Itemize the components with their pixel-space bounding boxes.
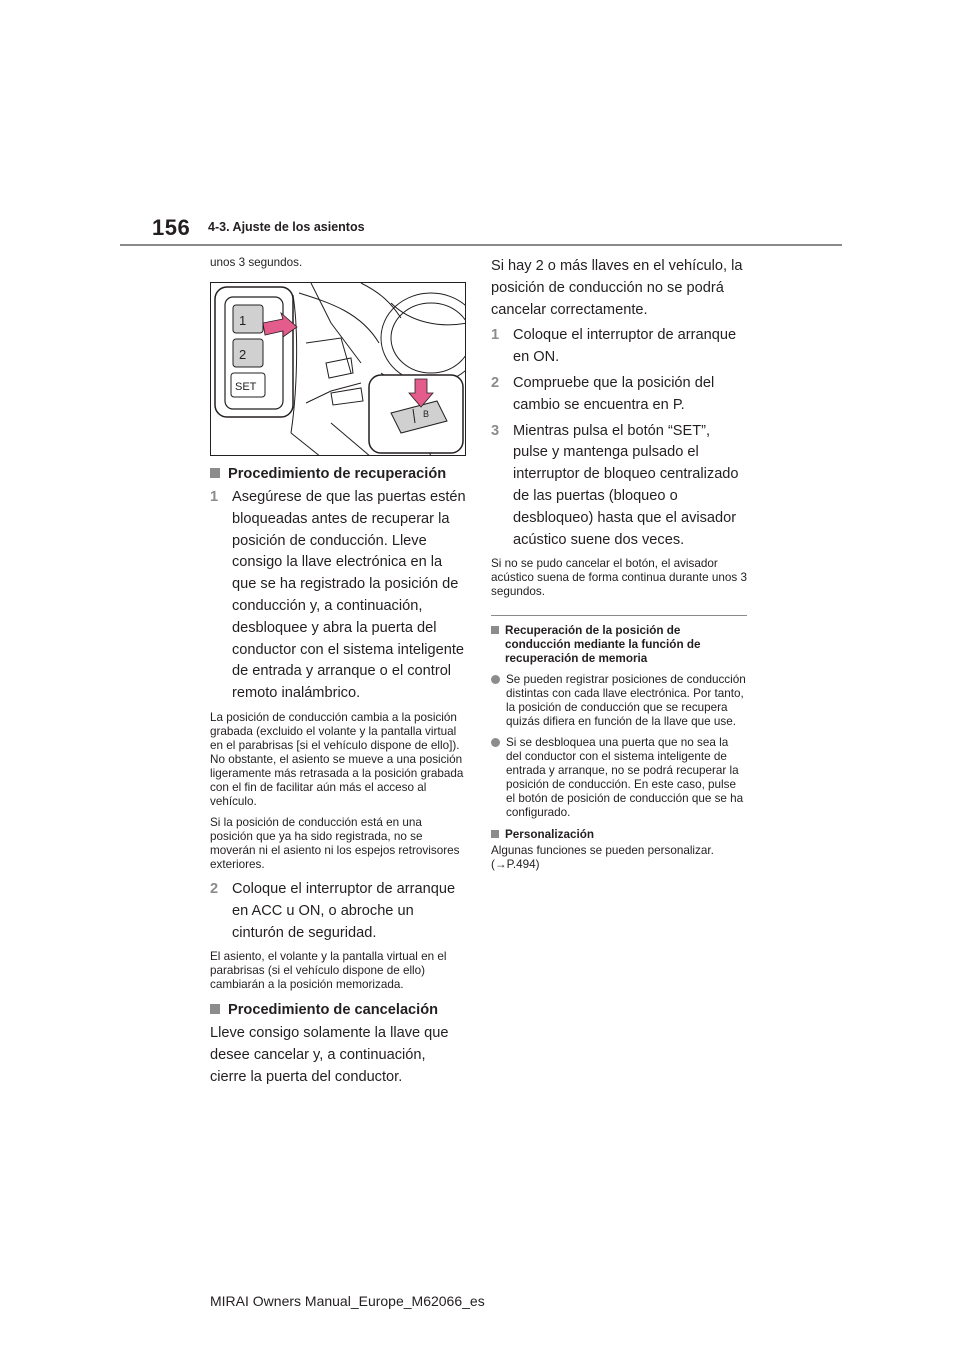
round-bullet-icon (491, 675, 500, 684)
header-divider (120, 244, 842, 246)
square-bullet-icon (491, 830, 499, 838)
square-bullet-icon (210, 1004, 220, 1014)
page-header (120, 212, 842, 246)
page-number: 156 (152, 215, 191, 240)
cancel-text: Lleve consigo solamente la llave que desee cancelar y, a continuación, cierre la puerta del conductor. (210, 1025, 449, 1085)
round-bullet-icon (491, 738, 500, 747)
heading-customization: Personalización (491, 828, 747, 842)
recovery-note-3: El asiento, el volante y la pantalla virtual en el parabrisas (si el vehículo dispone de ello) cambiarán a la posición memorizada. (210, 950, 447, 992)
heading-recovery: Procedimiento de recuperación (210, 464, 466, 484)
cancel-step-1: 1 Coloque el interruptor de arranque en ON. (491, 327, 737, 366)
memory-switch-illustration (210, 282, 466, 456)
switch-label-2: 2 (239, 347, 247, 362)
cancel-step-3: 3 Mientras pulsa el botón “SET”, pulse y mantenga pulsado el interruptor de bloqueo centralizado de las puertas (bloqueo o desbloqueo) hasta que el avisador acústico suene dos veces. (491, 422, 739, 548)
section-title: 4-3. Ajuste de los asientos (208, 220, 365, 234)
memory-bullet-1: Se pueden registrar posiciones de conducción distintas con cada llave electrónica. Por tanto, la posición de conducción que se recupera quizás difiera en función de la llave que use. (491, 673, 747, 729)
switch-label-1: 1 (239, 313, 247, 328)
switch-label-set: SET (235, 381, 257, 393)
cancel-step-2: 2 Compruebe que la posición del cambio se encuentra en P. (491, 374, 715, 413)
switch-label-b: B (423, 409, 430, 419)
page-reference-link[interactable]: (→P.494) (491, 858, 540, 872)
recovery-note-1: La posición de conducción cambia a la posición grabada (excluido el volante y la pantalla virtual en el parabrisas [si el vehículo dispone de ello]). No obstante, el asiento se mueve a una posición ligeramente más retrasada a la posición grabada con el fin de facilitar aún más el acceso al vehículo. (210, 710, 464, 808)
heading-memory-recall: Recuperación de la posición de conducción mediante la función de recuperación de memoria (491, 624, 747, 666)
recovery-note-2: Si la posición de conducción está en una posición que ya ha sido registrada, no se moverán ni el asiento ni los espejos retrovisores exteriores. (210, 815, 460, 871)
cancel-note: Si no se pudo cancelar el botón, el avisador acústico suena de forma continua durante unos 3 segundos. (491, 557, 747, 599)
memory-bullet-2: Si se desbloquea una puerta que no sea la del conductor con el sistema inteligente de entrada y arranque, no se podrá recuperar la posición de conducción. En este caso, pulse el botón de posición de conducción que se ha configurado. (491, 736, 747, 820)
recovery-step-1: 1 Asegúrese de que las puertas estén bloqueadas antes de recuperar la posición de conducción. Lleve consigo la llave electrónica en la que se ha registrado la posición de conducción y, a continuación, desbloquee y abra la puerta del conductor con el sistema inteligente de entrada y arranque o el control remoto inalámbrico. (210, 489, 466, 702)
square-bullet-icon (210, 468, 220, 478)
section-divider (491, 615, 747, 616)
customization-text: Algunas funciones se pueden personalizar. (→P.494) (491, 844, 714, 872)
heading-cancel: Procedimiento de cancelación (210, 1000, 466, 1020)
illustration-svg (211, 283, 466, 456)
right-intro: Si hay 2 o más llaves en el vehículo, la posición de conducción no se podrá cancelar correctamente. (491, 258, 743, 318)
square-bullet-icon (491, 626, 499, 634)
right-column (491, 256, 747, 872)
intro-text: unos 3 segundos. (210, 256, 303, 269)
recovery-step-2: 2 Coloque el interruptor de arranque en ACC u ON, o abroche un cinturón de seguridad. (210, 880, 456, 941)
left-column (210, 256, 466, 1089)
page-footer: MIRAI Owners Manual_Europe_M62066_es (210, 1293, 485, 1309)
